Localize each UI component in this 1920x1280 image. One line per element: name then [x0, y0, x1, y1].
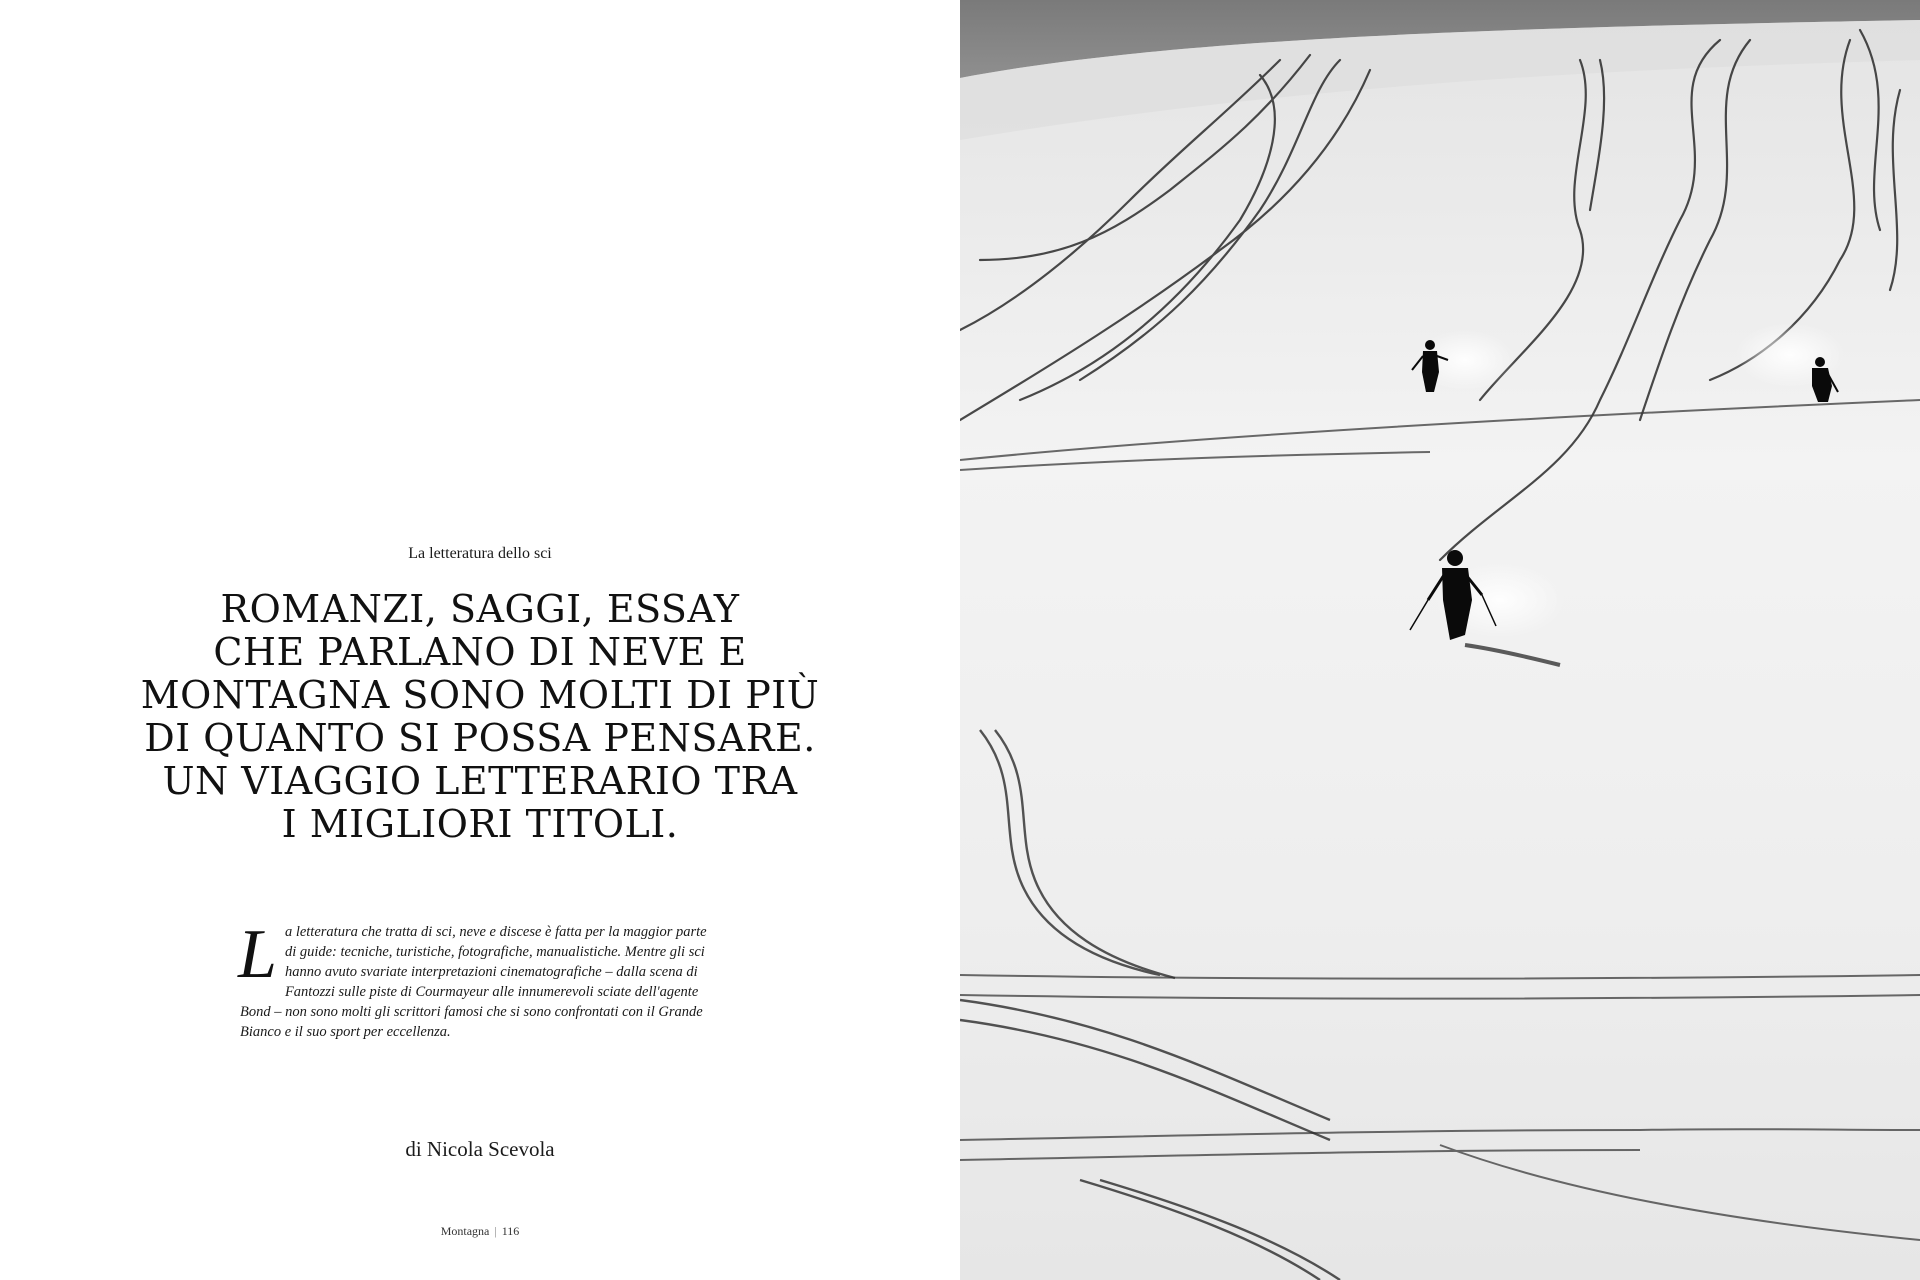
headline-line: ROMANZI, SAGGI, ESSAY [220, 587, 740, 631]
folio-separator: | [494, 1224, 497, 1238]
snow-slope [960, 20, 1920, 1280]
intro-text: a letteratura che tratta di sci, neve e discese è fatta per la maggior parte di guide: tecniche, turistiche, fotografiche, manualistiche. Mentre gli sci hanno avuto svariate interpretazioni cinematografiche – dalla scena di Fantozzi sulle piste di Courmayeur alle innumerevoli sciate dell'agente Bond – non sono molti gli scrittori famosi che si sono confrontati con il Grande Bianco e il suo sport per eccellenza. [240, 924, 707, 1040]
ski-photo [960, 0, 1920, 1280]
folio-section: Montagna [440, 1224, 490, 1238]
drop-cap: L [238, 916, 277, 993]
headline-line: UN VIAGGIO LETTERARIO TRA [162, 759, 798, 803]
author-byline: di Nicola Scevola [405, 1137, 555, 1161]
headline-line: MONTAGNA SONO MOLTI DI PIÙ [140, 673, 820, 717]
headline-line: I MIGLIORI TITOLI. [281, 802, 679, 846]
headline-line: CHE PARLANO DI NEVE E [213, 630, 747, 674]
page-folio [0, 1224, 960, 1239]
article-intro [238, 916, 720, 1042]
section-kicker: La letteratura dello sci [408, 545, 552, 562]
snow-slope-photo [960, 0, 1920, 1280]
folio-page-number: 116 [501, 1224, 520, 1238]
headline-line: DI QUANTO SI POSSA PENSARE. [144, 716, 816, 760]
article-headline [90, 588, 870, 846]
